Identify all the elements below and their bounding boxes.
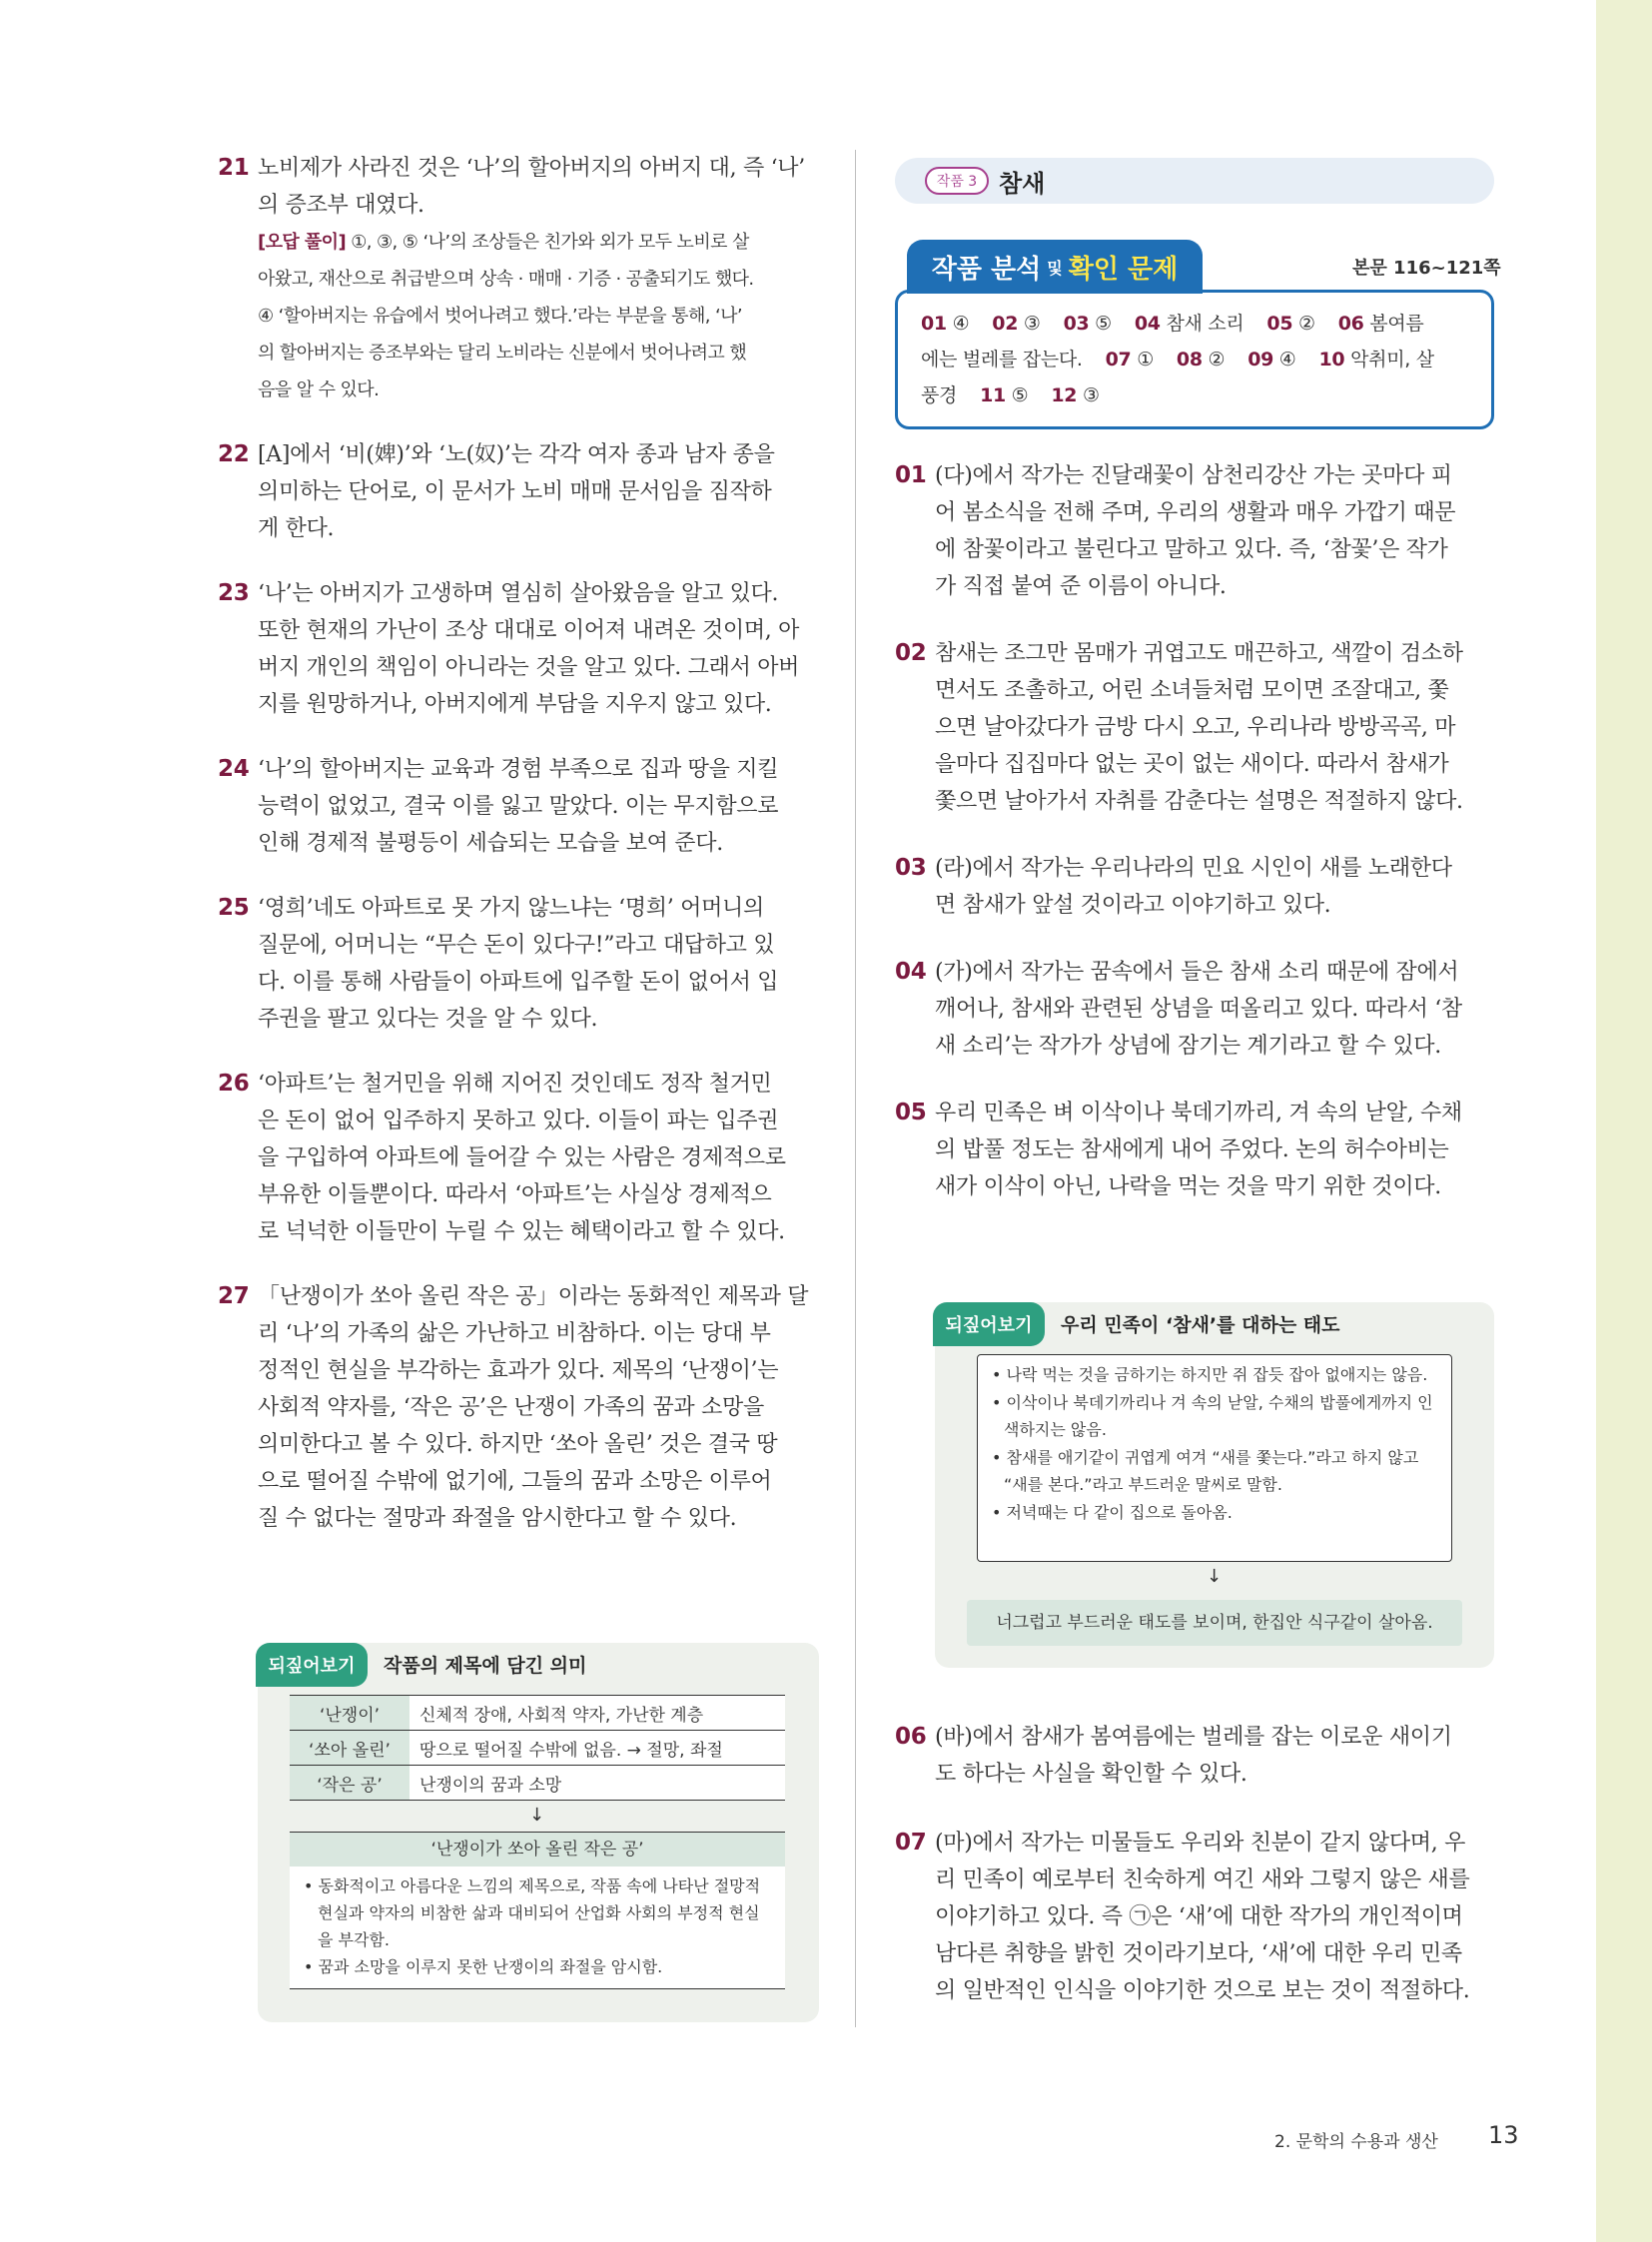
attitude-review-box <box>935 1302 1494 1668</box>
review-tab: 되짚어보기 <box>933 1302 1045 1346</box>
answer-line: 에는 벌레를 잡는다. 07 ① 08 ② 09 ④ 10 악취미, 살 <box>921 349 1434 371</box>
work-badge: 작품 3 <box>925 167 989 195</box>
title-meaning-review-box <box>258 1643 819 2022</box>
text-line: 우리 민족은 벼 이삭이나 북데기까리, 겨 속의 낟알, 수채 <box>935 1101 1462 1125</box>
tab-label-a: 작품 분석 <box>931 254 1042 285</box>
text-line: 의 증조부 대였다. <box>258 193 424 218</box>
text-line: (마)에서 작가는 미물들도 우리와 친분이 같지 않다며, 우 <box>935 1831 1466 1856</box>
list-item: • 꿈과 소망을 이루지 못한 난쟁이의 좌절을 암시함. <box>304 1957 663 1976</box>
page-side-band <box>1596 0 1652 2242</box>
text-line: [A]에서 ‘비(婢)’와 ‘노(奴)’는 각각 여자 종과 남자 종을 <box>258 442 775 467</box>
text-line: ④ ‘할아버지는 유습에서 벗어나려고 했다.’라는 부분을 통해, ‘나’ <box>258 306 743 327</box>
text-line: 으로 떨어질 수밖에 없기에, 그들의 꿈과 소망은 이루어 <box>258 1469 772 1494</box>
question-number: 02 <box>895 640 927 666</box>
text-line: 도 하다는 사실을 확인할 수 있다. <box>935 1762 1247 1787</box>
text-line: 의 일반적인 인식을 이야기한 것으로 보는 것이 적절하다. <box>935 1978 1470 2003</box>
text-line: 부유한 이들뿐이다. 따라서 ‘아파트’는 사실상 경제적으 <box>258 1182 772 1207</box>
list-item: • 이삭이나 북데기까리나 겨 속의 낟알, 수채의 밥풀에게까지 인색하지는 않음. <box>992 1392 1433 1439</box>
text-line: 사회적 약자를, ‘작은 공’은 난쟁이 가족의 꿈과 소망을 <box>258 1395 764 1420</box>
question-number: 24 <box>218 756 250 782</box>
right-column-lower <box>895 1719 1494 2009</box>
attitude-list <box>977 1354 1452 1562</box>
text-line: (바)에서 참새가 봄여름에는 벌레를 잡는 이로운 새이기 <box>935 1725 1452 1750</box>
text-line: ‘나’의 할아버지는 교육과 경험 부족으로 집과 땅을 지킬 <box>258 757 779 782</box>
answer-25 <box>218 890 822 1038</box>
review-title: 우리 민족이 ‘참새’를 대하는 태도 <box>1061 1314 1340 1336</box>
text-line: 새가 이삭이 아닌, 나락을 먹는 것을 막기 위한 것이다. <box>935 1174 1441 1199</box>
table-row <box>290 1696 785 1731</box>
answer-key-tab <box>907 240 1203 294</box>
list-item: • 참새를 애기같이 귀엽게 여겨 “새를 쫓는다.”라고 하지 않고 “새를 본다.”라고 부드러운 말씨로 말함. <box>992 1447 1419 1494</box>
down-arrow-icon: ↓ <box>1207 1566 1223 1587</box>
wrong-answer-tag: [오답 풀이] <box>258 232 347 253</box>
text-line: 음을 알 수 있다. <box>258 379 380 400</box>
wrong-answer-explanation <box>258 224 822 408</box>
text-line: 새 소리’는 작가가 상념에 잠기는 계기라고 할 수 있다. <box>935 1034 1441 1059</box>
meaning-cell: 땅으로 떨어질 수밖에 없음. → 절망, 좌절 <box>410 1731 785 1766</box>
table-row <box>290 1731 785 1766</box>
text-line: 참새는 조그만 몸매가 귀엽고도 매끈하고, 색깔이 검소하 <box>935 641 1463 666</box>
question-number: 22 <box>218 441 250 467</box>
text-line: 로 넉넉한 이들만이 누릴 수 있는 혜택이라고 할 수 있다. <box>258 1219 785 1244</box>
work-header <box>895 158 1494 204</box>
answer-27 <box>218 1278 822 1537</box>
list-item: • 동화적이고 아름다운 느낌의 제목으로, 작품 속에 나타난 절망적 현실과 약자의 비참한 삶과 대비되어 산업화 사회의 부정적 현실을 부각함. <box>304 1876 761 1949</box>
text-line: 다. 이를 통해 사람들이 아파트에 입주할 돈이 없어서 입 <box>258 970 779 995</box>
page-reference: 본문 116~121쪽 <box>1352 258 1501 279</box>
text-line: 노비제가 사라진 것은 ‘나’의 할아버지의 아버지 대, 즉 ‘나’ <box>258 156 805 181</box>
tab-label-c: 확인 문제 <box>1068 254 1179 285</box>
summary-heading: ‘난쟁이가 쏘아 올린 작은 공’ <box>290 1832 785 1868</box>
text-line: 을마다 집집마다 없는 곳이 없는 새이다. 따라서 참새가 <box>935 752 1449 777</box>
text-line: 게 한다. <box>258 516 335 541</box>
answer-24 <box>218 751 822 862</box>
text-line: (다)에서 작가는 진달래꽃이 삼천리강산 가는 곳마다 피 <box>935 463 1452 488</box>
list-item: • 나락 먹는 것을 금하기는 하지만 쥐 잡듯 잡아 없애지는 않음. <box>992 1365 1428 1384</box>
text-line: (가)에서 작가는 꿈속에서 들은 참새 소리 때문에 잠에서 <box>935 960 1459 985</box>
question-number: 03 <box>895 855 927 881</box>
answer-key-text <box>921 306 1480 413</box>
answer-21 <box>218 150 822 408</box>
answer-06 <box>895 1719 1494 1793</box>
text-line: ‘영희’네도 아파트로 못 가지 않느냐는 ‘명희’ 어머니의 <box>258 896 764 921</box>
text-line: 리 ‘나’의 가족의 삶은 가난하고 비참하다. 이는 당대 부 <box>258 1321 771 1346</box>
review-title: 작품의 제목에 담긴 의미 <box>384 1655 587 1677</box>
text-line: 쫓으면 날아가서 자취를 감춘다는 설명은 적절하지 않다. <box>935 789 1463 814</box>
meaning-cell: 신체적 장애, 사회적 약자, 가난한 계층 <box>410 1696 785 1731</box>
answer-03 <box>895 850 1494 924</box>
text-line: 정적인 현실을 부각하는 효과가 있다. 제목의 ‘난쟁이’는 <box>258 1358 779 1383</box>
text-line: 깨어나, 참새와 관련된 상념을 떠올리고 있다. 따라서 ‘참 <box>935 997 1462 1022</box>
question-number: 25 <box>218 895 250 921</box>
question-number: 07 <box>895 1830 927 1856</box>
page-number: 13 <box>1488 2121 1519 2149</box>
answer-line: 01 ④ 02 ③ 03 ⑤ 04 참새 소리 05 ② 06 봄여름 <box>921 313 1424 335</box>
text-line: 의 할아버지는 증조부와는 달리 노비라는 신분에서 벗어나려고 했 <box>258 343 747 364</box>
list-item: • 저녁때는 다 같이 집으로 돌아옴. <box>992 1502 1233 1522</box>
down-arrow-icon: ↓ <box>529 1805 545 1826</box>
review-tab: 되짚어보기 <box>256 1643 368 1687</box>
answer-22 <box>218 436 822 547</box>
text-line: 은 돈이 없어 입주하지 못하고 있다. 이들이 파는 입주권 <box>258 1109 779 1133</box>
text-line: 아왔고, 재산으로 취급받으며 상속 · 매매 · 기증 · 공출되기도 했다. <box>258 269 754 290</box>
column-divider <box>855 150 856 2027</box>
footer-section-title: 2. 문학의 수용과 생산 <box>1274 2132 1438 2152</box>
text-line: 어 봄소식을 전해 주며, 우리의 생활과 매우 가깝기 때문 <box>935 500 1456 525</box>
attitude-summary: 너그럽고 부드러운 태도를 보이며, 한집안 식구같이 살아옴. <box>967 1600 1462 1646</box>
answer-line: 풍경 11 ⑤ 12 ③ <box>921 384 1100 406</box>
summary-list <box>290 1867 785 1989</box>
tab-label-b: 및 <box>1047 258 1063 278</box>
answer-01 <box>895 457 1494 605</box>
answer-04 <box>895 954 1494 1065</box>
meaning-cell: 난쟁이의 꿈과 소망 <box>410 1766 785 1801</box>
answer-07 <box>895 1825 1494 2009</box>
text-line: 버지 개인의 책임이 아니라는 것을 알고 있다. 그래서 아버 <box>258 655 800 680</box>
question-number: 26 <box>218 1071 250 1097</box>
title-meaning-table <box>290 1695 785 1801</box>
left-column <box>218 150 822 1537</box>
right-column <box>895 457 1494 1205</box>
text-line: 이야기하고 있다. 즉 ㉠은 ‘새’에 대한 작가의 개인적이며 <box>935 1904 1463 1929</box>
text-line: 으면 날아갔다가 금방 다시 오고, 우리나라 방방곡곡, 마 <box>935 715 1456 740</box>
text-line: ‘아파트’는 철거민을 위해 지어진 것인데도 정작 철거민 <box>258 1072 772 1097</box>
question-number: 06 <box>895 1724 927 1750</box>
question-number: 04 <box>895 959 927 985</box>
text-line: (라)에서 작가는 우리나라의 민요 시인이 새를 노래한다 <box>935 856 1452 881</box>
text-line: ‘나’는 아버지가 고생하며 열심히 살아왔음을 알고 있다. <box>258 581 779 606</box>
text-line: 의미하는 단어로, 이 문서가 노비 매매 문서임을 짐작하 <box>258 479 772 504</box>
text-line: 에 참꽃이라고 불린다고 말하고 있다. 즉, ‘참꽃’은 작가 <box>935 537 1448 562</box>
text-line: 주권을 팔고 있다는 것을 알 수 있다. <box>258 1007 598 1032</box>
text-line: 질문에, 어머니는 “무슨 돈이 있다구!”라고 대답하고 있 <box>258 933 775 958</box>
text-line: ①, ③, ⑤ ‘나’의 조상들은 친가와 외가 모두 노비로 살 <box>351 232 749 253</box>
text-line: 의 밥풀 정도는 참새에게 내어 주었다. 논의 허수아비는 <box>935 1137 1449 1162</box>
term-cell: ‘난쟁이’ <box>290 1696 410 1731</box>
text-line: 또한 현재의 가난이 조상 대대로 이어져 내려온 것이며, 아 <box>258 618 800 643</box>
text-line: 남다른 취향을 밝힌 것이라기보다, ‘새’에 대한 우리 민족 <box>935 1941 1462 1966</box>
question-number: 21 <box>218 155 250 181</box>
term-cell: ‘작은 공’ <box>290 1766 410 1801</box>
text-line: 의미한다고 볼 수 있다. 하지만 ‘쏘아 올린’ 것은 결국 땅 <box>258 1432 778 1457</box>
question-number: 01 <box>895 462 927 488</box>
text-line: 지를 원망하거나, 아버지에게 부담을 지우지 않고 있다. <box>258 692 772 717</box>
question-number: 27 <box>218 1283 250 1309</box>
question-number: 05 <box>895 1100 927 1125</box>
text-line: 인해 경제적 불평등이 세습되는 모습을 보여 준다. <box>258 831 723 856</box>
question-number: 23 <box>218 580 250 606</box>
text-line: 질 수 없다는 절망과 좌절을 암시한다고 할 수 있다. <box>258 1506 737 1531</box>
answer-02 <box>895 635 1494 820</box>
table-row <box>290 1766 785 1801</box>
answer-05 <box>895 1095 1494 1205</box>
text-line: 가 직접 붙여 준 이름이 아니다. <box>935 574 1227 599</box>
text-line: 을 구입하여 아파트에 들어갈 수 있는 사람은 경제적으로 <box>258 1145 786 1170</box>
text-line: 능력이 없었고, 결국 이를 잃고 말았다. 이는 무지함으로 <box>258 794 779 819</box>
answer-23 <box>218 575 822 723</box>
term-cell: ‘쏘아 올린’ <box>290 1731 410 1766</box>
text-line: 리 민족이 예로부터 친숙하게 여긴 새와 그렇지 않은 새를 <box>935 1868 1470 1892</box>
work-title: 참새 <box>999 170 1046 198</box>
text-line: 「난쟁이가 쏘아 올린 작은 공」이라는 동화적인 제목과 달 <box>258 1284 809 1309</box>
text-line: 면서도 조촐하고, 어린 소녀들처럼 모이면 조잘대고, 쫓 <box>935 678 1449 703</box>
answer-26 <box>218 1066 822 1250</box>
text-line: 면 참새가 앞설 것이라고 이야기하고 있다. <box>935 893 1331 918</box>
